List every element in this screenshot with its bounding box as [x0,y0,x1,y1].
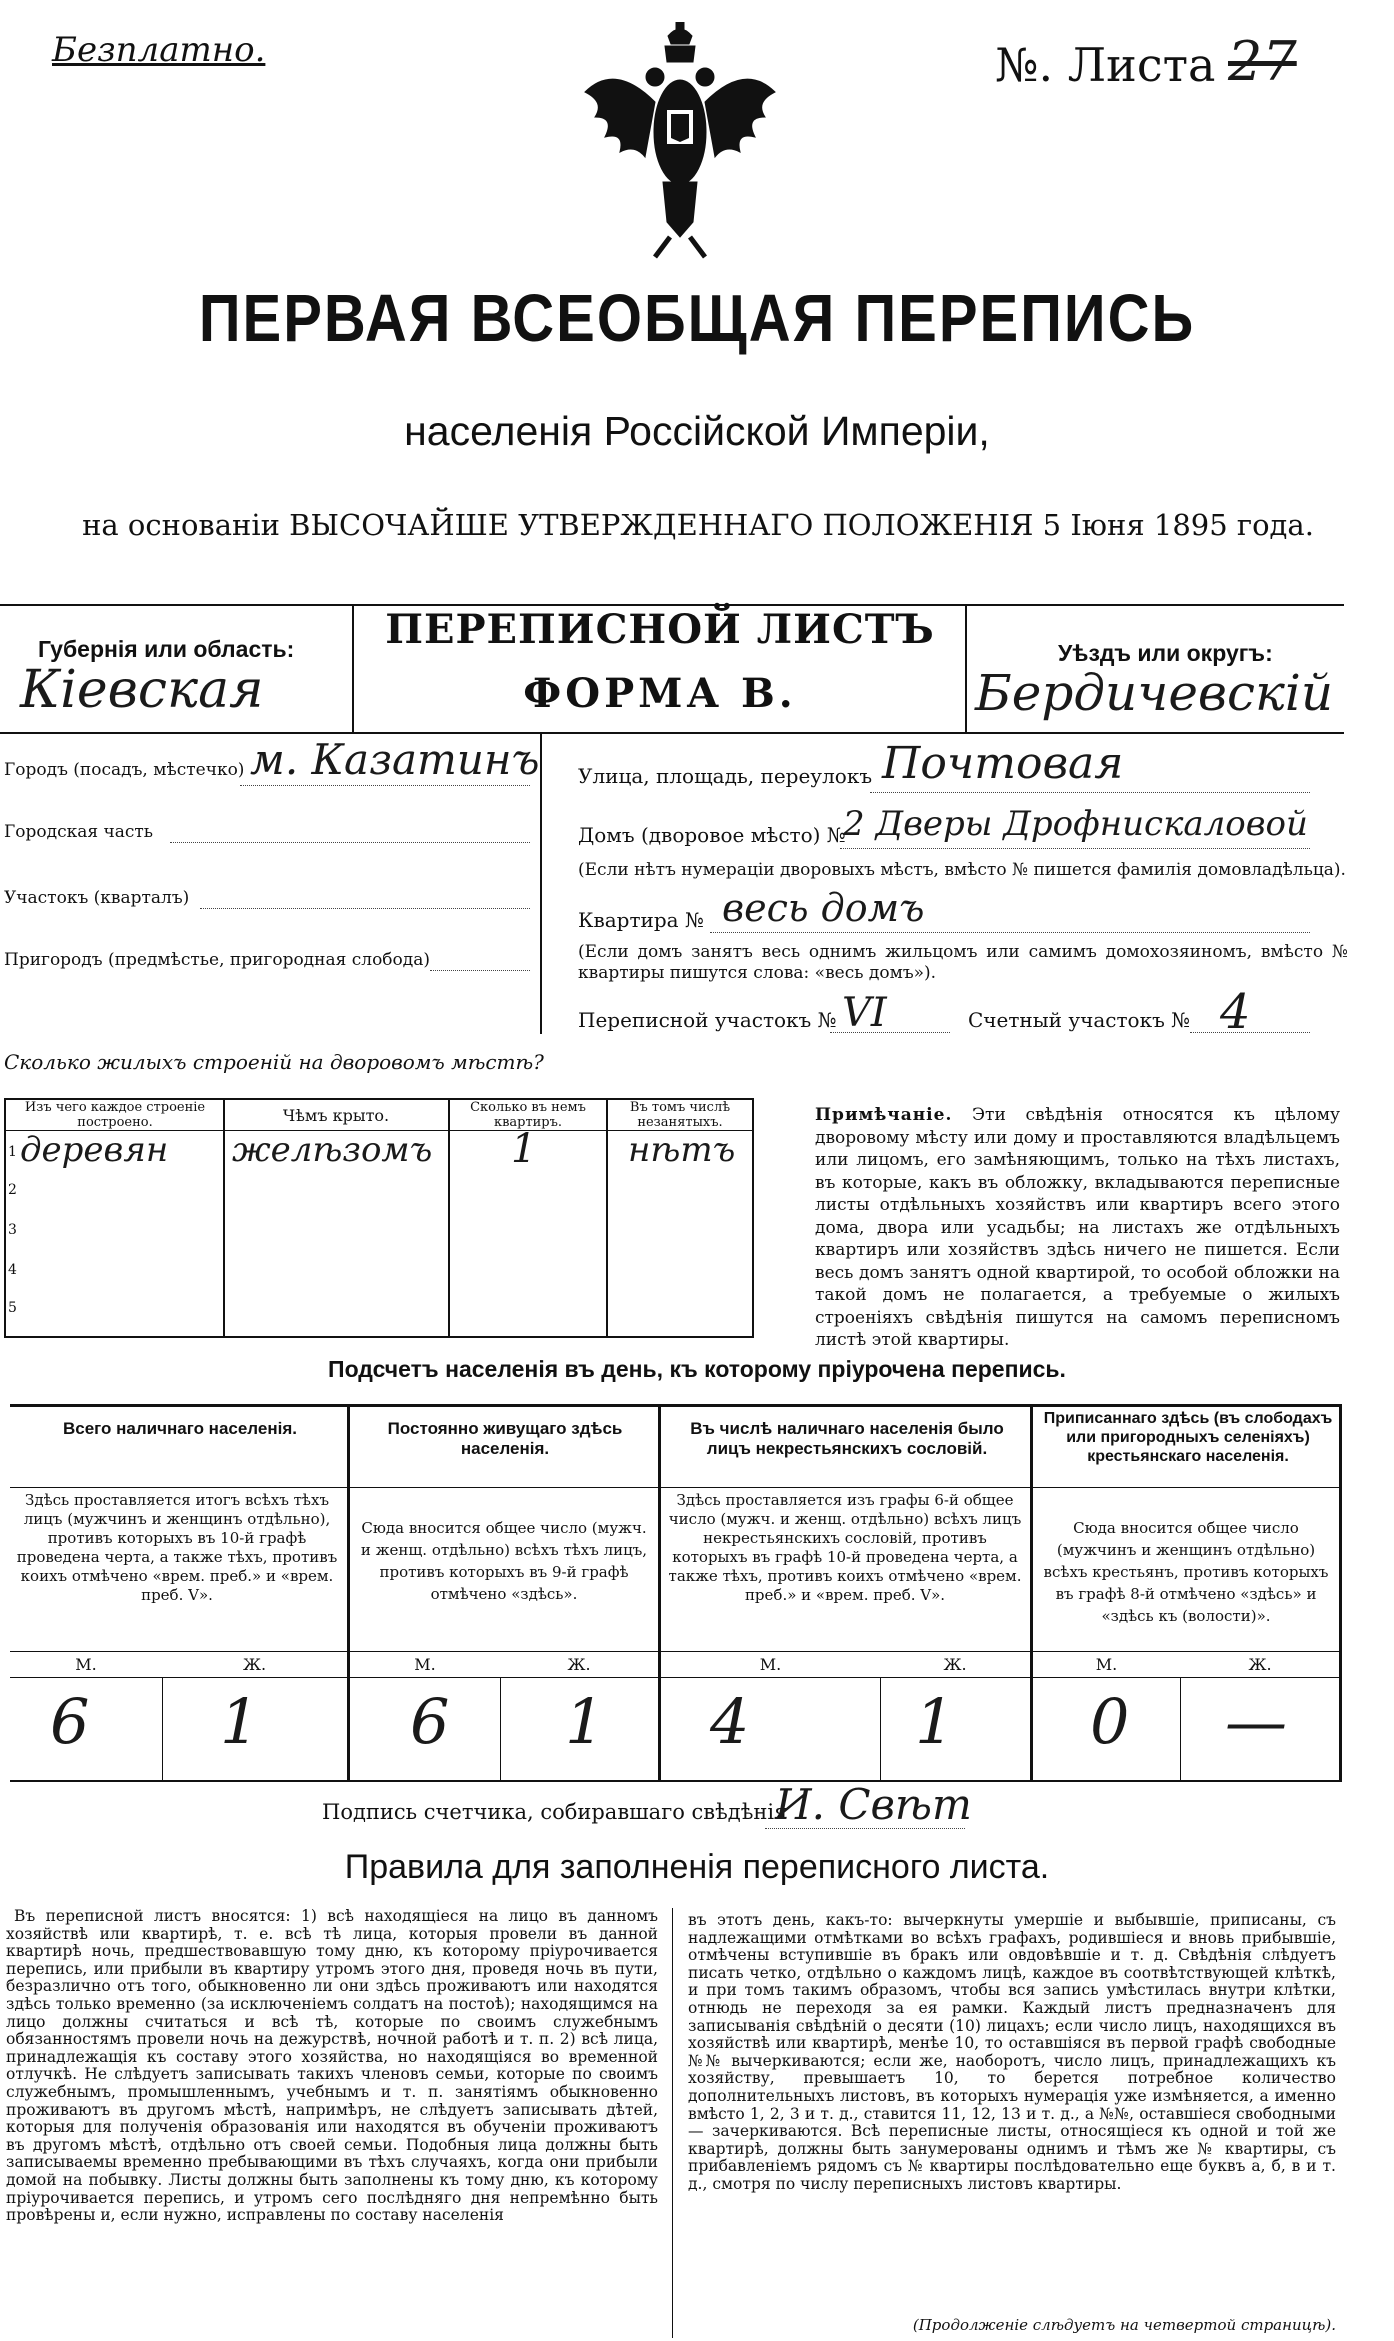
row-number: 1 [8,1144,17,1160]
col1-m-value: 6 [50,1685,90,1758]
uezd-label: Уѣздъ или округъ: [1058,640,1273,666]
m-label: М. [414,1655,436,1674]
buildings-question: Сколько жилыхъ строеній на дворовомъ мѣстѣ? [4,1050,544,1074]
sheet-number-value: 27 [1228,30,1297,93]
kvartira-note: (Если домъ занятъ весь однимъ жильцомъ или самимъ домохозяиномъ, вмѣсто № квартиры пишутся слова: «весь домъ»). [578,942,1348,983]
col-apartments-header: Сколько въ немъ квартиръ. [470,1100,586,1130]
uchastok-label: Участокъ (кварталъ) [4,888,190,908]
row-number: 2 [8,1182,17,1198]
guberniya-label: Губернія или область: [38,636,295,662]
rules-continued: (Продолженіе слѣдуетъ на четвертой страницѣ). [912,2316,1336,2334]
row1-roof: желѣзомъ [232,1130,433,1170]
note-head: Примѣчаніе. [815,1105,953,1125]
schetny-label: Счетный участокъ № [968,1008,1191,1032]
row1-material: деревян [20,1130,169,1170]
col4-zh-value: — [1225,1685,1287,1758]
col1-zh-value: 1 [220,1685,260,1758]
free-label: Безплатно. [52,30,266,70]
imperial-eagle-emblem [575,22,785,262]
m-label: М. [759,1655,782,1674]
dom-value: 2 Дверы Дрофнискаловой [843,804,1308,844]
col2-m-value: 6 [410,1685,450,1758]
zh-label: Ж. [1248,1655,1272,1674]
col-roof-header: Чѣмъ крыто. [282,1106,390,1125]
count-col4-head: Приписаннаго здѣсь (въ слободахъ или пригородныхъ селеніяхъ) крестьянскаго населенія. [1043,1410,1333,1465]
zh-label: Ж. [943,1655,967,1674]
perepisnoy-value: VI [842,990,887,1036]
note-text [815,1104,1340,1352]
main-title: ПЕРВАЯ ВСЕОБЩАЯ ПЕРЕПИСЬ [198,281,1196,356]
count-col3-desc: Здѣсь проставляется изъ графы 6-й общее число (мужч. и женщ. отдѣльно) всѣхъ лицъ некрестьянскихъ сословій, противъ которыхъ въ графѣ 10-й проведена черта, а также тѣхъ, противъ коихъ отмѣчено «врем. преб.» и «врем. преб. V». [668,1491,1022,1604]
sheet-number-label: №. Листа [995,38,1216,92]
count-col2-desc: Сюда вносится общее число (мужч. и женщ. отдѣльно) всѣхъ тѣхъ лицъ, противъ которыхъ въ 9-й графѣ отмѣчено «здѣсь». [360,1519,648,1603]
buildings-table [4,1098,754,1338]
col2-zh-value: 1 [565,1685,605,1758]
col-vacant-header: Въ томъ числѣ незанятыхъ. [629,1100,731,1130]
col3-m-value: 4 [710,1685,750,1758]
uezd-value: Бердичевскій [975,664,1334,722]
count-col1-desc: Здѣсь проставляется итогъ всѣхъ тѣхъ лицъ (мужчинъ и женщинъ отдѣльно), противъ которыхъ въ 10-й графѣ проведена черта, а также тѣхъ, противъ коихъ отмѣчено «врем. преб.» и «врем. преб. V». [16,1491,338,1604]
kvartira-value: весь домъ [722,886,925,930]
ulitsa-value: Почтовая [882,738,1124,789]
rules-right: въ этотъ день, какъ-то: вычеркнуты умершіе и выбывшіе, приписаны, съ надлежащими отмѣтками во всѣхъ графахъ, родившіеся и вновь прибывшіе, отмѣчены вступившіе въ бракъ или овдовѣвшіе и т. д. Свѣдѣнія слѣдуетъ писать четко, отдѣльно о каждомъ лицѣ, каждое въ соотвѣтствующей клѣткѣ, и при томъ такимъ образомъ, чтобы вся запись умѣстилась внутри клѣтки, отнюдь не переходя за ея рамки. Каждый листъ предназначенъ для записыванія свѣдѣній о десяти (10) лицахъ; если число лицъ, находящихся въ хозяйствѣ или квартирѣ, менѣе 10, то оставшіяся въ первой графѣ свободные №№ вычеркиваются; если же, наоборотъ, число лицъ, принадлежащихъ къ хозяйству, превышаетъ 10, то берется потребное количество дополнительныхъ листовъ, въ которыхъ нумерація уже измѣняется, а именно вмѣсто 1, 2, 3 и т. д., ставится 11, 12, 13 и т. д., а №№, оставшіеся свободными — зачеркиваются. Всѣ переписные листы, относящіеся къ одной и той же квартирѣ, должны быть занумерованы однимъ и тѣмъ же № квартиры, съ прибавленіемъ рядомъ съ № квартиры послѣдовательно еще буквъ а, б, в и т. д., смотря по числу переписныхъ листовъ квартиры. [688,1911,1336,2193]
zh-label: Ж. [567,1655,591,1674]
m-label: М. [75,1655,97,1674]
kvartira-label: Квартира № [578,908,704,932]
row1-vacant: нѣтъ [628,1130,736,1170]
count-col4-desc: Сюда вносится общее число (мужчинъ и женщинъ отдѣльно) всѣхъ крестьянъ, противъ которыхъ въ графѣ 8-й отмѣчено «здѣсь» и «здѣсь къ (волости)». [1043,1519,1329,1625]
col-material-header: Изъ чего каждое строеніе построено. [24,1100,206,1130]
guberniya-value: Кіевская [20,660,264,720]
m-label: М. [1095,1655,1118,1674]
count-col1-head: Всего наличнаго населенія. [63,1419,297,1438]
gorod-label: Городъ (посадъ, мѣстечко) [4,760,245,780]
subtitle: населенія Россійской Имперіи, [404,408,990,454]
row1-apartments: 1 [511,1126,537,1172]
gorod-value: м. Казатинъ [250,735,540,784]
prigorod-label: Пригородъ (предмѣстье, пригородная слобода) [4,950,431,970]
form-type: ФОРМА В. [523,670,797,717]
signature-label: Подпись счетчика, собиравшаго свѣдѣнія [322,1800,788,1824]
gorodskaya-label: Городская часть [4,822,154,842]
schetny-value: 4 [1220,984,1251,1040]
row-number: 5 [8,1300,17,1316]
row-number: 4 [8,1262,17,1278]
col3-zh-value: 1 [915,1685,955,1758]
count-col3-head: Въ числѣ наличнаго населенія было лицъ некрестьянскихъ сословій. [690,1419,1004,1458]
note-body: Эти свѣдѣнія относятся къ цѣлому дворовому мѣсту или дому и проставляются владѣльцемъ или лицомъ, его замѣняющимъ, только на тѣхъ листахъ, въ которые, какъ въ обложку, вкладываются переписные листы отдѣльныхъ хозяйствъ или квартиръ всего этого дома, двора или усадьбы; на листахъ же отдѣльныхъ квартиръ или хозяйствъ здѣсь ничего не пишется. Если весь домъ занятъ одной квартирой, то особой обложки на такой домъ не полагается, а требуемые о жилыхъ строеніяхъ свѣдѣнія пишутся на самомъ переписномъ листѣ этой квартиры. [815,1105,1340,1350]
count-col2-head: Постоянно живущаго здѣсь населенія. [387,1419,623,1458]
signature-value: И. Свѣт [775,1780,972,1829]
dom-label: Домъ (дворовое мѣсто) № [578,823,846,847]
dom-note: (Если нѣтъ нумераціи дворовыхъ мѣстъ, вмѣсто № пишется фамилія домовладѣльца). [578,860,1346,880]
form-name: ПЕРЕПИСНОЙ ЛИСТЪ [385,606,935,653]
ulitsa-label: Улица, площадь, переулокъ [578,764,873,788]
col4-m-value: 0 [1090,1685,1130,1758]
count-title: Подсчетъ населенія въ день, къ которому пріурочена перепись. [328,1356,1066,1382]
zh-label: Ж. [242,1655,267,1674]
perepisnoy-label: Переписной участокъ № [578,1008,837,1032]
row-number: 3 [8,1222,17,1238]
count-table [10,1404,1342,1782]
rules-title: Правила для заполненія переписного листа. [344,1848,1050,1886]
basis-line: на основаніи ВЫСОЧАЙШЕ УТВЕРЖДЕННАГО ПОЛОЖЕНІЯ 5 Іюня 1895 года. [82,508,1314,542]
rules-left: Въ переписной листъ вносятся: 1) всѣ находящіеся на лицо въ данномъ хозяйствѣ или квартирѣ, т. е. всѣ тѣ лица, которыя провели въ данной квартирѣ ночь, предшествовавшую тому дню, къ которому пріурочивается перепись, или прибыли въ квартиру утромъ этого дня, проведя ночь въ пути, безразлично отъ того, обыкновенно ли они здѣсь проживаютъ или находятся здѣсь только временно (за исключеніемъ солдатъ на постоѣ); находящимся на лицо должны считаться и всѣ тѣ, которые по своимъ служебнымъ обязанностямъ провели ночь на дежурствѣ, ночной работѣ и т. п. 2) всѣ лица, принадлежащія къ составу этого хозяйства, но находящіяся во временной отлучкѣ. Не слѣдуетъ записывать такихъ членовъ семьи, которые по своимъ служебнымъ, промышленнымъ, учебнымъ и т. п. занятіямъ обыкновенно проживаютъ въ другомъ мѣстѣ, напримѣръ, не слѣдуетъ записывать дѣтей, которыя для полученія образованія или находятся въ обученіи проживаютъ въ другомъ мѣстѣ, отдѣльно отъ своей семьи. Подобныя лица должны быть записываемы временно пребывающими въ тѣхъ случаяхъ, когда они прибыли домой на побывку. Листы должны быть заполнены къ тому дню, къ которому пріурочивается перепись, и утромъ сего послѣдняго дня непремѣнно быть провѣрены и, если нужно, исправлены по составу населенія [6,1907,658,2225]
